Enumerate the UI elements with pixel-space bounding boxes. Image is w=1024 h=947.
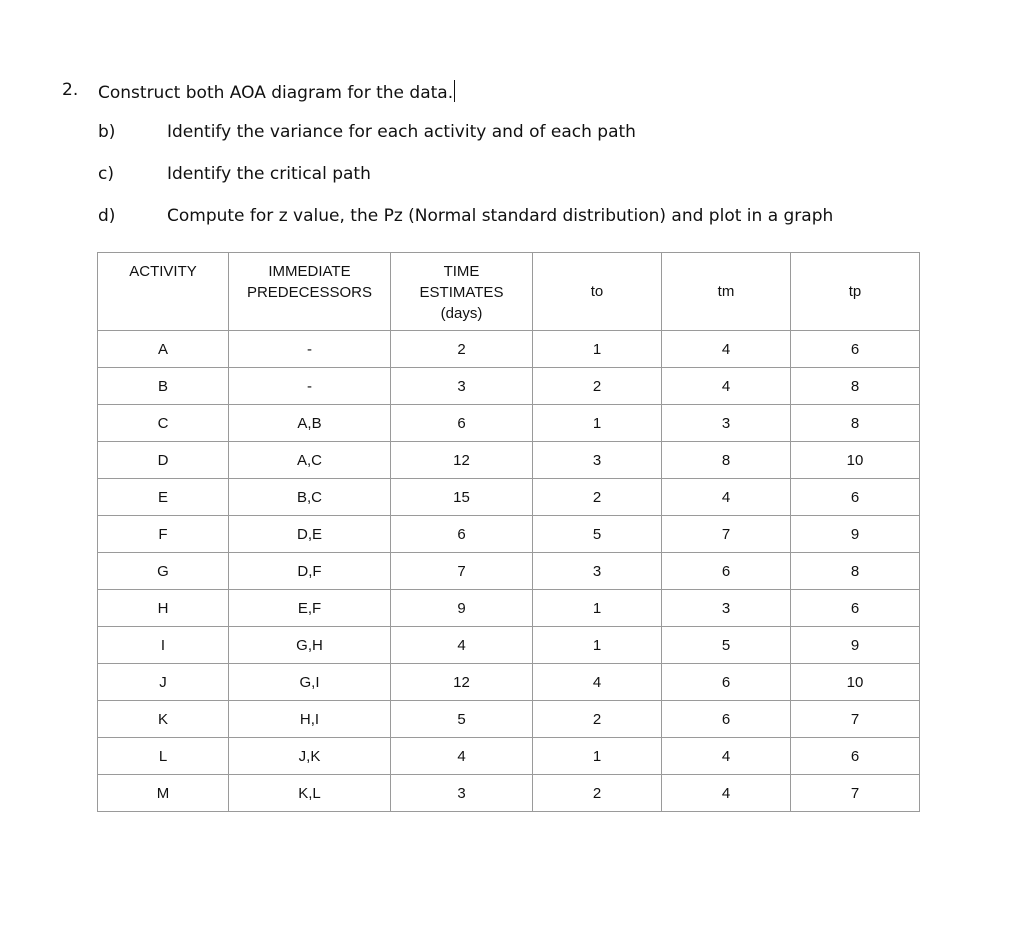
header-activity: [98, 253, 229, 331]
cell-predecessors: G,H: [229, 627, 391, 664]
cell-tp: 7: [791, 775, 920, 812]
question-title[interactable]: [98, 80, 455, 103]
cell-to: 1: [533, 738, 662, 775]
cell-activity: A: [98, 331, 229, 368]
question-number: 2.: [62, 80, 79, 100]
table-row: [98, 738, 920, 775]
table-row: [98, 590, 920, 627]
cell-activity: B: [98, 368, 229, 405]
cell-tm: 4: [662, 331, 791, 368]
cell-tp: 6: [791, 331, 920, 368]
cell-tm: 6: [662, 664, 791, 701]
header-predecessors: [229, 253, 391, 331]
table-row: [98, 479, 920, 516]
cell-tp: 6: [791, 738, 920, 775]
cell-tp: 8: [791, 405, 920, 442]
cell-activity: M: [98, 775, 229, 812]
table-row: [98, 368, 920, 405]
cell-tm: 7: [662, 516, 791, 553]
cell-time: 9: [391, 590, 533, 627]
cell-predecessors: -: [229, 331, 391, 368]
cell-predecessors: -: [229, 368, 391, 405]
cell-tp: 8: [791, 368, 920, 405]
cell-activity: H: [98, 590, 229, 627]
cell-to: 1: [533, 405, 662, 442]
cell-predecessors: K,L: [229, 775, 391, 812]
activity-table: [97, 252, 920, 812]
header-activity-label: ACTIVITY: [129, 263, 197, 280]
table-row: [98, 664, 920, 701]
cell-to: 5: [533, 516, 662, 553]
cell-activity: E: [98, 479, 229, 516]
cell-activity: K: [98, 701, 229, 738]
cell-to: 3: [533, 442, 662, 479]
cell-tp: 9: [791, 627, 920, 664]
cell-time: 12: [391, 664, 533, 701]
cell-to: 1: [533, 627, 662, 664]
cell-tp: 7: [791, 701, 920, 738]
cell-predecessors: D,E: [229, 516, 391, 553]
cell-time: 3: [391, 368, 533, 405]
cell-predecessors: H,I: [229, 701, 391, 738]
header-time-estimates: [391, 253, 533, 331]
table-row: [98, 627, 920, 664]
header-predecessors-line2: PREDECESSORS: [246, 284, 373, 301]
header-predecessors-line1: IMMEDIATE: [268, 263, 351, 280]
cell-activity: G: [98, 553, 229, 590]
header-tp: [791, 253, 920, 331]
cell-tm: 4: [662, 738, 791, 775]
header-time-line2: ESTIMATES: [419, 284, 504, 301]
cell-to: 3: [533, 553, 662, 590]
cell-tm: 3: [662, 590, 791, 627]
cell-time: 2: [391, 331, 533, 368]
cell-predecessors: A,B: [229, 405, 391, 442]
table-row: [98, 701, 920, 738]
header-time-line1: TIME: [443, 263, 480, 280]
cell-time: 6: [391, 405, 533, 442]
cell-activity: D: [98, 442, 229, 479]
cell-tp: 8: [791, 553, 920, 590]
cell-tp: 6: [791, 479, 920, 516]
cell-tm: 3: [662, 405, 791, 442]
table-header-row: [98, 253, 920, 331]
table-row: [98, 331, 920, 368]
cell-activity: I: [98, 627, 229, 664]
table-row: [98, 442, 920, 479]
sub-item-text: Identify the critical path: [167, 164, 371, 184]
cell-time: 15: [391, 479, 533, 516]
cell-tm: 6: [662, 553, 791, 590]
sub-item-letter: b): [98, 122, 116, 142]
cell-to: 2: [533, 479, 662, 516]
cell-to: 2: [533, 701, 662, 738]
table-row: [98, 775, 920, 812]
header-to: [533, 253, 662, 331]
question-title-text: Construct both AOA diagram for the data.: [98, 83, 454, 103]
cell-tm: 4: [662, 368, 791, 405]
sub-item-text: Identify the variance for each activity and of each path: [167, 122, 636, 142]
cell-to: 1: [533, 331, 662, 368]
cell-time: 6: [391, 516, 533, 553]
cell-to: 2: [533, 368, 662, 405]
cell-predecessors: B,C: [229, 479, 391, 516]
cell-predecessors: E,F: [229, 590, 391, 627]
sub-item-letter: d): [98, 206, 116, 226]
cell-activity: C: [98, 405, 229, 442]
cell-time: 5: [391, 701, 533, 738]
sub-item-letter: c): [98, 164, 114, 184]
header-time-line3: (days): [440, 305, 483, 322]
header-to-label: to: [590, 283, 604, 300]
cell-time: 7: [391, 553, 533, 590]
cell-predecessors: D,F: [229, 553, 391, 590]
table-row: [98, 553, 920, 590]
sub-item-text: Compute for z value, the Pz (Normal standard distribution) and plot in a graph: [167, 206, 834, 226]
text-cursor: [454, 80, 455, 102]
cell-predecessors: A,C: [229, 442, 391, 479]
cell-time: 4: [391, 738, 533, 775]
cell-predecessors: J,K: [229, 738, 391, 775]
cell-tp: 9: [791, 516, 920, 553]
cell-tm: 5: [662, 627, 791, 664]
header-tm: [662, 253, 791, 331]
cell-tp: 10: [791, 664, 920, 701]
cell-activity: F: [98, 516, 229, 553]
header-tp-label: tp: [848, 283, 862, 300]
header-tm-label: tm: [717, 283, 735, 300]
cell-activity: J: [98, 664, 229, 701]
cell-predecessors: G,I: [229, 664, 391, 701]
cell-tm: 6: [662, 701, 791, 738]
cell-activity: L: [98, 738, 229, 775]
cell-tp: 6: [791, 590, 920, 627]
cell-time: 4: [391, 627, 533, 664]
table-row: [98, 516, 920, 553]
cell-to: 1: [533, 590, 662, 627]
cell-to: 4: [533, 664, 662, 701]
cell-tp: 10: [791, 442, 920, 479]
cell-to: 2: [533, 775, 662, 812]
table-row: [98, 405, 920, 442]
cell-tm: 4: [662, 479, 791, 516]
cell-time: 12: [391, 442, 533, 479]
cell-tm: 8: [662, 442, 791, 479]
cell-tm: 4: [662, 775, 791, 812]
cell-time: 3: [391, 775, 533, 812]
